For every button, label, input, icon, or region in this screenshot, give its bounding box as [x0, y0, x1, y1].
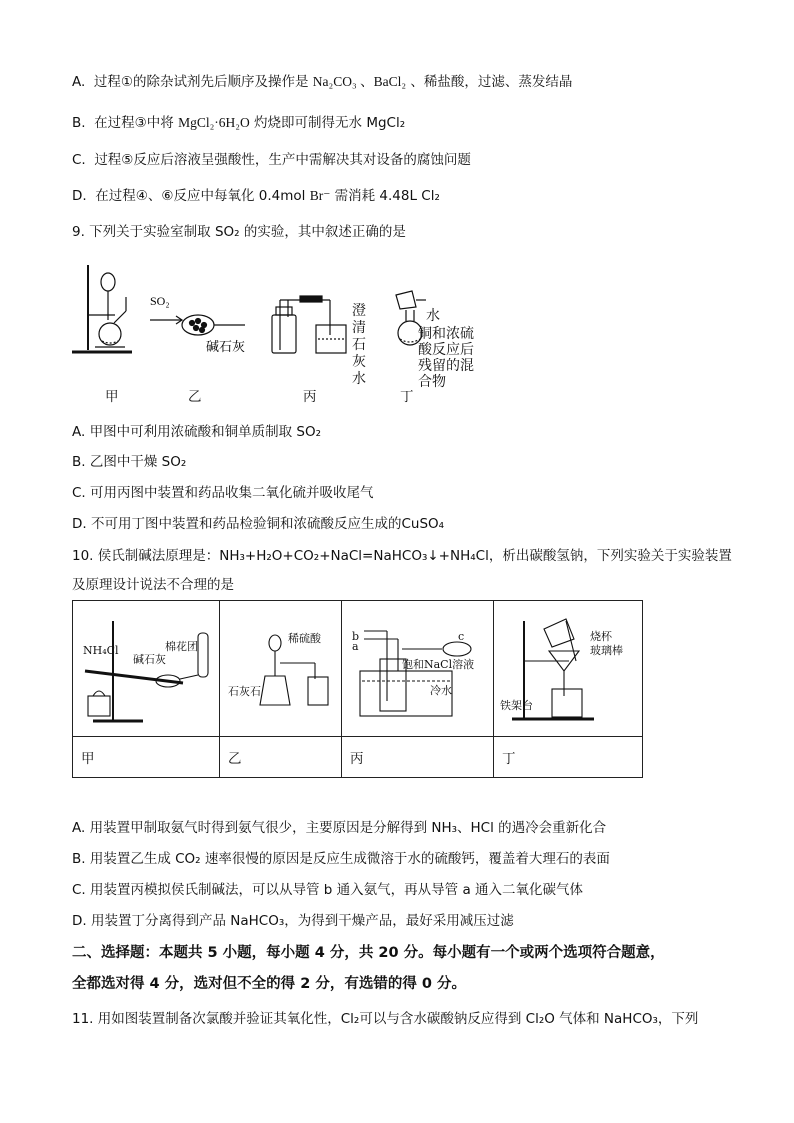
label-ding: 丁	[400, 389, 414, 405]
q10-stem-line2: 及原理设计说法不合理的是	[72, 577, 234, 593]
q8-option-c	[72, 150, 471, 170]
option-text: 在过程④、⑥反应中每氧化 0.4mol	[95, 188, 310, 204]
nh4cl-label: NH₄Cl	[83, 644, 119, 657]
q8-option-b	[72, 113, 405, 133]
q9-option-a: A. 甲图中可利用浓硫酸和铜单质制取 SO₂	[72, 424, 321, 440]
cell-jia-name: 甲	[73, 737, 220, 778]
apparatus-yi-drawing	[220, 601, 341, 736]
apparatus-bing	[272, 296, 346, 353]
option-text: 在过程③中将	[94, 115, 179, 131]
option-letter: A.	[72, 74, 86, 90]
option-letter: D.	[72, 188, 87, 204]
cell-yi-name: 乙	[220, 737, 342, 778]
cell-ding-name: 丁	[494, 737, 643, 778]
apparatus-ding-drawing	[494, 601, 642, 736]
glass-rod-label: 玻璃棒	[590, 644, 623, 657]
beaker-label: 烧杯	[590, 630, 612, 643]
tube-b-label: b	[352, 630, 360, 643]
label-bing: 丙	[303, 389, 317, 405]
q8-option-d	[72, 186, 440, 206]
option-formula: Br⁻	[309, 188, 331, 203]
apparatus-jia-drawing	[73, 601, 219, 736]
q10-option-c: C. 用装置丙模拟侯氏制碱法，可以从导管 b 通入氨气，再从导管 a 通入二氧化碳气体	[72, 882, 584, 898]
q10-option-b: B. 用装置乙生成 CO₂ 速率很慢的原因是反应生成微溶于水的硫酸钙，覆盖着大理石的表面	[72, 851, 610, 867]
tube-a-label: a	[352, 640, 359, 653]
soda-lime-label: 碱石灰	[133, 653, 166, 666]
dilute-h2so4-label: 稀硫酸	[288, 632, 321, 645]
option-text-end: 需消耗 4.48L Cl₂	[330, 188, 440, 204]
tube-c-label: c	[458, 630, 465, 643]
q10-stem-line1: 10. 侯氏制碱法原理是：NH₃+H₂O+CO₂+NaCl=NaHCO₃↓+NH₄Cl，析出碳酸氢钠，下列实验关于实验装置	[72, 548, 732, 564]
cotton-label: 棉花团	[165, 640, 198, 653]
iron-stand-label: 铁架台	[500, 699, 533, 712]
option-letter: B.	[72, 115, 86, 131]
label-yi: 乙	[188, 389, 202, 405]
q10-apparatus-table	[72, 600, 643, 778]
q11-stem: 11. 用如图装置制备次氯酸并验证其氧化性，Cl₂可以与含水碳酸钠反应得到 Cl₂O 气体和 NaHCO₃，下列	[72, 1011, 699, 1027]
option-text: 过程⑤反应后溶液呈强酸性，生产中需解决其对设备的腐蚀问题	[94, 152, 471, 168]
q9-option-b: B. 乙图中干燥 SO₂	[72, 454, 187, 470]
option-text-end: 、稀盐酸，过滤、蒸发结晶	[406, 74, 573, 90]
q9-option-c: C. 可用丙图中装置和药品收集二氧化硫并吸收尾气	[72, 485, 374, 501]
limewater-label: 澄清石灰水	[352, 303, 366, 387]
q10-option-d: D. 用装置丁分离得到产品 NaHCO₃，为得到干燥产品，最好采用减压过滤	[72, 913, 514, 929]
option-letter: C.	[72, 152, 86, 168]
q9-stem: 9. 下列关于实验室制取 SO₂ 的实验，其中叙述正确的是	[72, 224, 406, 240]
option-text: 过程①的除杂试剂先后顺序及操作是	[93, 74, 313, 90]
cell-bing-figure	[342, 601, 494, 737]
q8-option-a	[72, 72, 572, 92]
apparatus-yi	[150, 315, 245, 335]
option-text-end: 灼烧即可制得无水 MgCl₂	[249, 115, 406, 131]
cell-jia-figure	[73, 601, 220, 737]
cell-yi-figure	[220, 601, 342, 737]
option-formula: Na₂CO₃ 、BaCl₂	[312, 74, 407, 89]
water-label: 水	[426, 308, 440, 324]
limestone-label: 石灰石	[228, 685, 261, 698]
cell-bing-name: 丙	[342, 737, 494, 778]
q10-option-a: A. 用装置甲制取氨气时得到氨气很少，主要原因是分解得到 NH₃、HCl 的遇冷会重新化合	[72, 820, 607, 836]
cell-ding-figure	[494, 601, 643, 737]
so2-label: SO₂	[150, 294, 170, 308]
nacl-solution-label: 饱和NaCl溶液	[402, 658, 475, 671]
cold-water-label: 冷水	[430, 684, 452, 697]
section2-heading-line2: 全都选对得 4 分，选对但不全的得 2 分，有选错的得 0 分。	[72, 976, 467, 992]
label-jia: 甲	[105, 389, 119, 405]
apparatus-jia	[72, 265, 132, 352]
section2-heading-line1: 二、选择题：本题共 5 小题，每小题 4 分，共 20 分。每小题有一个或两个选项符合题意，	[72, 945, 665, 961]
soda-lime-label: 碱石灰	[206, 340, 246, 355]
q9-figure	[60, 255, 520, 415]
mixture-label: 铜和浓硫酸反应后残留的混合物	[418, 326, 474, 390]
q9-option-d: D. 不可用丁图中装置和药品检验铜和浓硫酸反应生成的CuSO₄	[72, 516, 445, 532]
option-formula: MgCl₂·6H₂O	[178, 115, 250, 130]
